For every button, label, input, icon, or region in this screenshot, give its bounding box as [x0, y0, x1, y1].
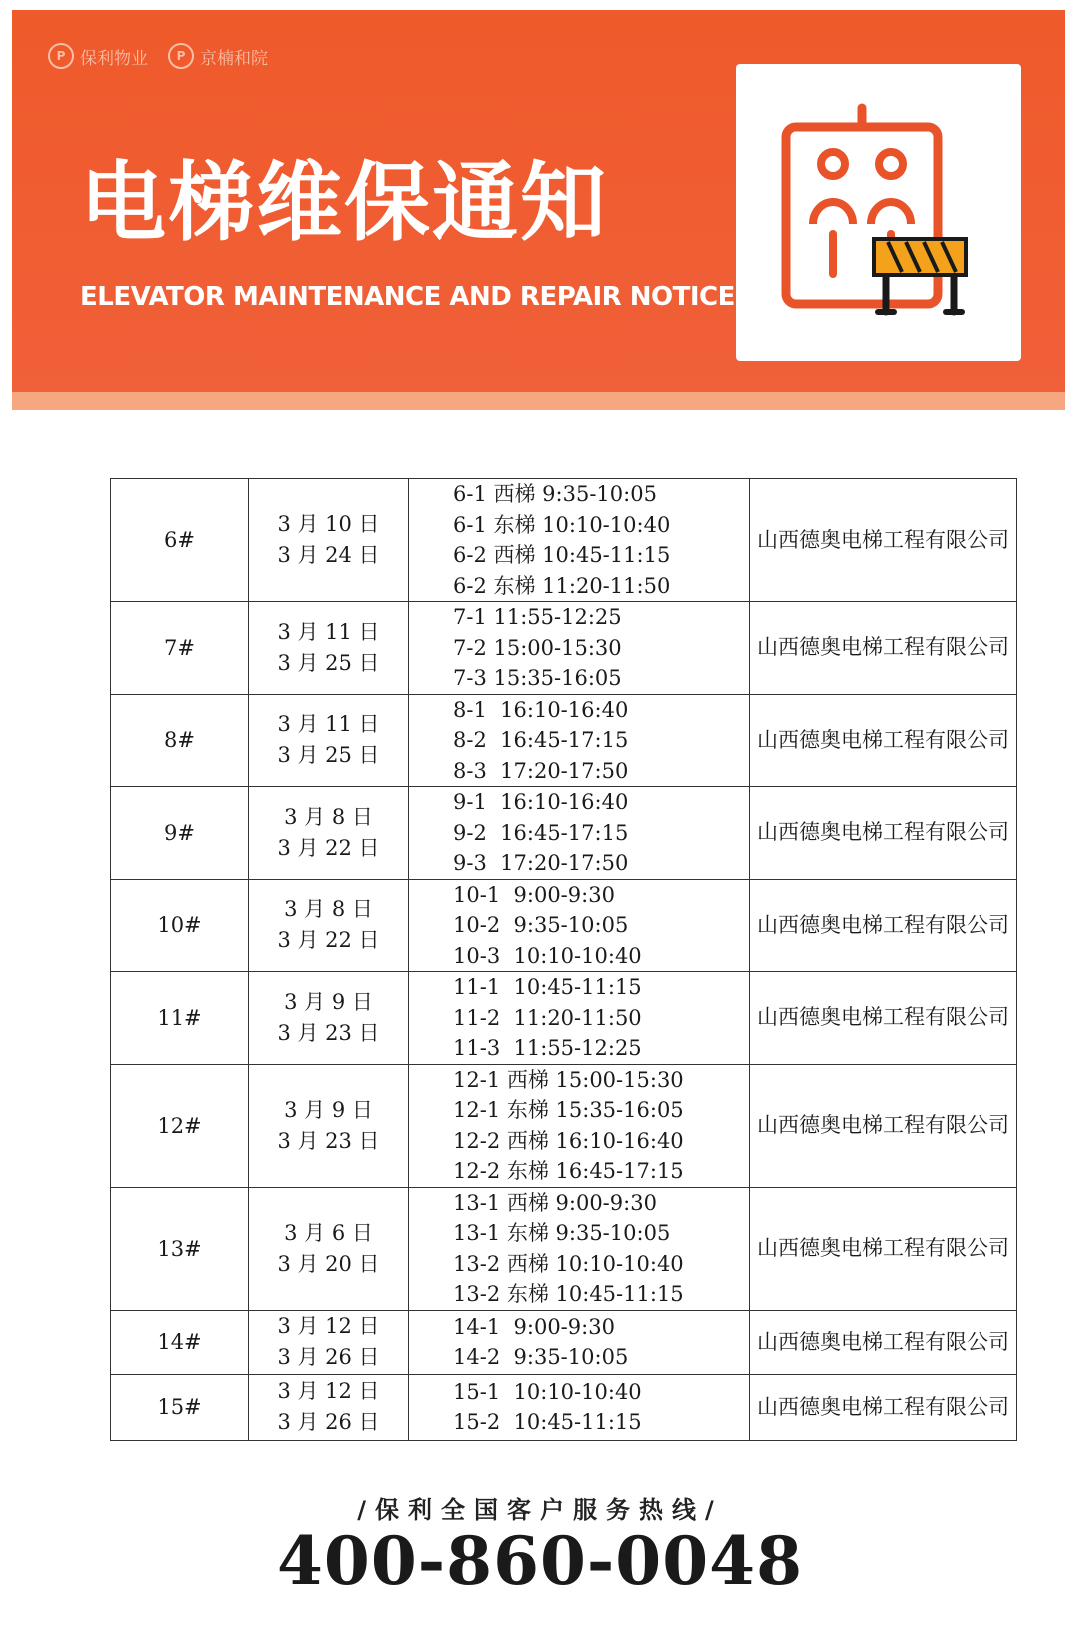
poly-logo-text: 保利物业 [80, 48, 148, 69]
banner-bottom-strip [12, 392, 1065, 410]
time-slot: 9-3 17:20-17:50 [453, 851, 629, 875]
project-logo-icon: P [168, 43, 194, 69]
date-line: 3 月 23 日 [277, 1020, 380, 1045]
time-slot: 12-2 东梯 16:45-17:15 [453, 1159, 684, 1183]
date-line: 3 月 8 日 [284, 804, 373, 829]
time-slot: 8-2 16:45-17:15 [453, 728, 629, 752]
building-cell: 8# [111, 694, 249, 787]
building-cell: 10# [111, 879, 249, 972]
company-cell: 山西德奥电梯工程有限公司 [750, 972, 1017, 1065]
date-line: 3 月 22 日 [277, 928, 380, 953]
date-cell [249, 1187, 409, 1310]
time-slot: 7-2 15:00-15:30 [453, 635, 622, 660]
time-slot: 6-1 东梯 10:10-10:40 [453, 512, 671, 537]
time-cell [409, 1187, 750, 1310]
building-cell: 6# [111, 479, 249, 602]
company-cell: 山西德奥电梯工程有限公司 [750, 1374, 1017, 1440]
time-slot: 14-1 9:00-9:30 [453, 1314, 615, 1339]
date-line: 3 月 12 日 [277, 1314, 380, 1338]
time-slot: 9-2 16:45-17:15 [453, 820, 629, 845]
time-cell [409, 879, 750, 972]
date-cell [249, 879, 409, 972]
table-row [111, 1064, 1017, 1187]
date-cell [249, 694, 409, 787]
poly-logo-icon: P [48, 43, 74, 69]
building-cell: 12# [111, 1064, 249, 1187]
table-row [111, 1374, 1017, 1440]
time-slot: 11-1 10:45-11:15 [453, 975, 642, 999]
page-subtitle: ELEVATOR MAINTENANCE AND REPAIR NOTICE [80, 282, 735, 312]
date-line: 3 月 25 日 [277, 743, 380, 768]
maintenance-schedule-table [110, 478, 1017, 1441]
building-cell: 11# [111, 972, 249, 1065]
company-cell: 山西德奥电梯工程有限公司 [750, 1187, 1017, 1310]
company-cell: 山西德奥电梯工程有限公司 [750, 479, 1017, 602]
building-cell: 9# [111, 787, 249, 880]
time-slot: 13-1 西梯 9:00-9:30 [453, 1190, 657, 1215]
time-slot: 7-3 15:35-16:05 [453, 666, 622, 690]
hotline-number: 400-860-0048 [276, 1522, 803, 1600]
time-slot: 10-3 10:10-10:40 [453, 943, 642, 968]
elevator-maintenance-svg [736, 64, 1021, 361]
time-slot: 14-2 9:35-10:05 [453, 1345, 629, 1369]
time-slot: 12-1 西梯 15:00-15:30 [453, 1067, 684, 1092]
date-line: 3 月 26 日 [277, 1410, 380, 1434]
date-line: 3 月 9 日 [284, 1097, 373, 1122]
elevator-maintenance-icon [736, 64, 1021, 361]
date-cell [249, 1374, 409, 1440]
time-cell [409, 479, 750, 602]
time-slot: 12-1 东梯 15:35-16:05 [453, 1098, 684, 1122]
poly-logo [48, 43, 148, 69]
company-cell: 山西德奥电梯工程有限公司 [750, 787, 1017, 880]
date-line: 3 月 25 日 [277, 650, 380, 675]
building-cell: 13# [111, 1187, 249, 1310]
company-cell: 山西德奥电梯工程有限公司 [750, 694, 1017, 787]
table-row [111, 787, 1017, 880]
date-line: 3 月 8 日 [284, 897, 373, 922]
table-row [111, 602, 1017, 695]
company-cell: 山西德奥电梯工程有限公司 [750, 1310, 1017, 1374]
date-line: 3 月 23 日 [277, 1128, 380, 1153]
time-slot: 8-3 17:20-17:50 [453, 758, 629, 783]
date-line: 3 月 12 日 [277, 1379, 380, 1403]
table-row [111, 1187, 1017, 1310]
time-cell [409, 1374, 750, 1440]
date-line: 3 月 24 日 [277, 543, 380, 567]
time-slot: 15-2 10:45-11:15 [453, 1410, 642, 1434]
time-slot: 6-1 西梯 9:35-10:05 [453, 482, 657, 506]
date-cell [249, 479, 409, 602]
building-cell: 14# [111, 1310, 249, 1374]
time-slot: 6-2 西梯 10:45-11:15 [453, 543, 671, 567]
time-slot: 15-1 10:10-10:40 [453, 1379, 642, 1404]
hotline-label: /保利全国客户服务热线/ [357, 1496, 723, 1524]
time-slot: 6-2 东梯 11:20-11:50 [453, 573, 671, 598]
time-cell [409, 1310, 750, 1374]
date-cell [249, 1064, 409, 1187]
time-cell [409, 694, 750, 787]
date-cell [249, 787, 409, 880]
time-slot: 13-2 西梯 10:10-10:40 [453, 1251, 684, 1276]
date-line: 3 月 6 日 [284, 1220, 373, 1245]
time-slot: 13-2 东梯 10:45-11:15 [453, 1282, 684, 1306]
time-slot: 10-2 9:35-10:05 [453, 913, 629, 937]
date-line: 3 月 10 日 [277, 512, 380, 536]
building-cell: 15# [111, 1374, 249, 1440]
time-slot: 11-2 11:20-11:50 [453, 1005, 642, 1030]
date-line: 3 月 26 日 [277, 1345, 380, 1369]
time-cell [409, 787, 750, 880]
time-slot: 11-3 11:55-12:25 [453, 1036, 642, 1060]
table-row [111, 479, 1017, 602]
table-row [111, 879, 1017, 972]
table-row [111, 1310, 1017, 1374]
time-slot: 8-1 16:10-16:40 [453, 697, 629, 722]
company-cell: 山西德奥电梯工程有限公司 [750, 1064, 1017, 1187]
time-slot: 12-2 西梯 16:10-16:40 [453, 1128, 684, 1153]
time-slot: 13-1 东梯 9:35-10:05 [453, 1221, 671, 1245]
date-line: 3 月 20 日 [277, 1251, 380, 1276]
company-cell: 山西德奥电梯工程有限公司 [750, 879, 1017, 972]
time-slot: 10-1 9:00-9:30 [453, 882, 615, 907]
time-cell [409, 1064, 750, 1187]
table-row [111, 694, 1017, 787]
table-row [111, 972, 1017, 1065]
date-cell [249, 602, 409, 695]
building-cell: 7# [111, 602, 249, 695]
date-cell [249, 1310, 409, 1374]
time-cell [409, 972, 750, 1065]
project-logo [168, 43, 268, 69]
time-slot: 9-1 16:10-16:40 [453, 790, 629, 814]
time-slot: 7-1 11:55-12:25 [453, 605, 622, 629]
company-cell: 山西德奥电梯工程有限公司 [750, 602, 1017, 695]
project-logo-text: 京楠和院 [200, 48, 268, 69]
brand-logos [48, 43, 268, 69]
date-line: 3 月 11 日 [277, 712, 380, 737]
page-title: 电梯维保通知 [80, 153, 608, 253]
date-cell [249, 972, 409, 1065]
date-line: 3 月 11 日 [277, 619, 380, 644]
time-cell [409, 602, 750, 695]
date-line: 3 月 9 日 [284, 989, 373, 1014]
date-line: 3 月 22 日 [277, 835, 380, 860]
